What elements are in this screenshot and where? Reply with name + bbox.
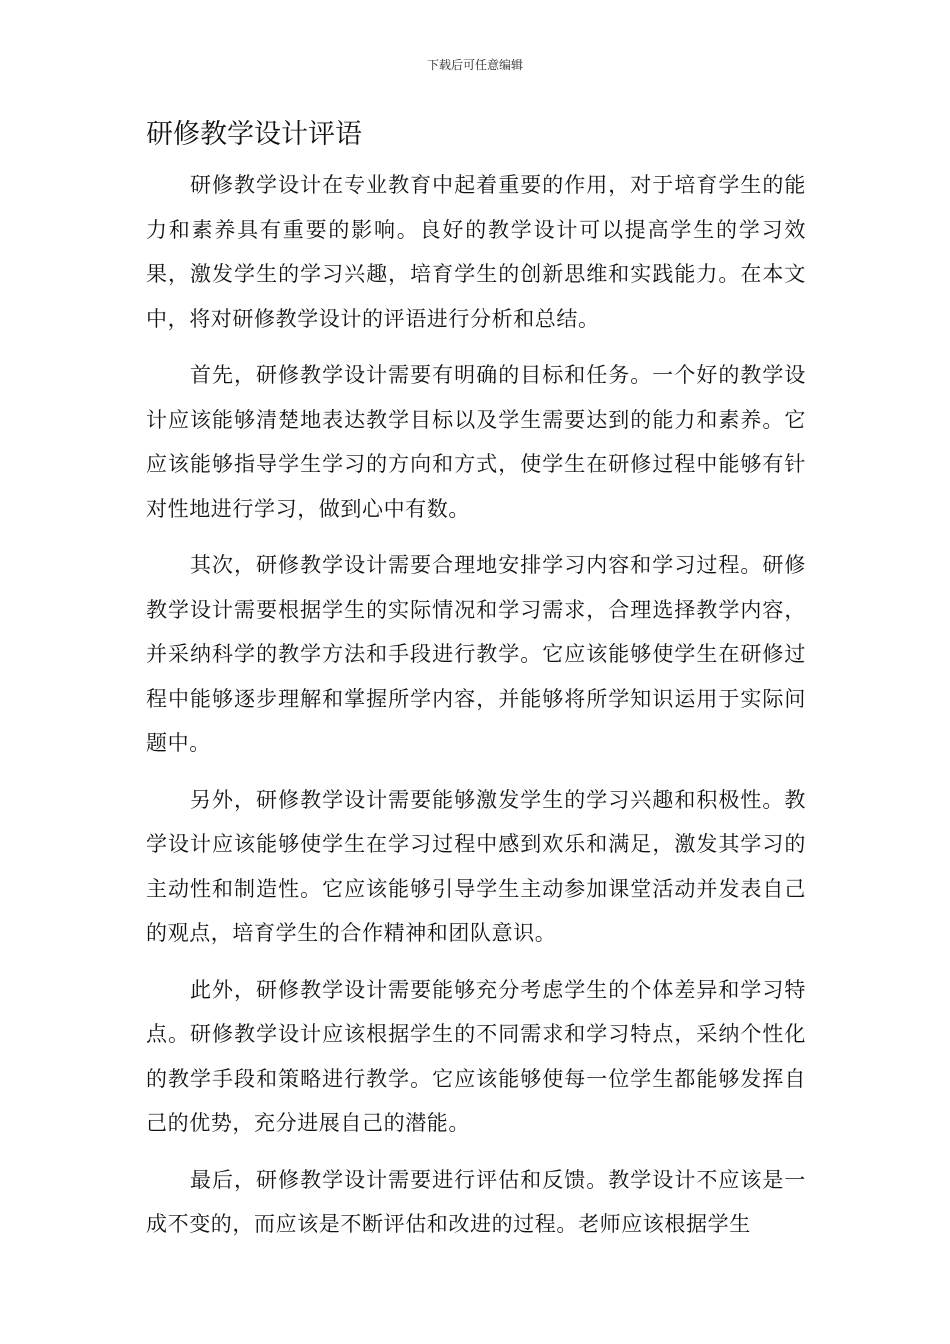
paragraph-second: 其次，研修教学设计需要合理地安排学习内容和学习过程。研修教学设计需要根据学生的实际情况和学习需求，合理选择教学内容，并采纳科学的教学方法和手段进行教学。它应该能够使学生在研修过程中能够逐步理解和掌握所学内容，并能够将所学知识运用于实际问题中。 (146, 553, 806, 755)
paragraph-additionally: 另外，研修教学设计需要能够激发学生的学习兴趣和积极性。教学设计应该能够使学生在学习过程中感到欢乐和满足，激发其学习的主动性和制造性。它应该能够引导学生主动参加课堂活动并发表自己的观点，培育学生的合作精神和团队意识。 (146, 787, 806, 945)
document-title: 研修教学设计评语 (146, 119, 362, 150)
paragraph-finally: 最后，研修教学设计需要进行评估和反馈。教学设计不应该是一成不变的，而应该是不断评估和改进的过程。老师应该根据学生 (146, 1167, 806, 1236)
paragraph-intro: 研修教学设计在专业教育中起着重要的作用，对于培育学生的能力和素养具有重要的影响。良好的教学设计可以提高学生的学习效果，激发学生的学习兴趣，培育学生的创新思维和实践能力。在本文中，将对研修教学设计的评语进行分析和总结。 (146, 173, 806, 331)
paragraph-first: 首先，研修教学设计需要有明确的目标和任务。一个好的教学设计应该能够清楚地表达教学目标以及学生需要达到的能力和素养。它应该能够指导学生学习的方向和方式，使学生在研修过程中能够有针对性地进行学习，做到心中有数。 (146, 363, 806, 521)
paragraph-moreover: 此外，研修教学设计需要能够充分考虑学生的个体差异和学习特点。研修教学设计应该根据学生的不同需求和学习特点，采纳个性化的教学手段和策略进行教学。它应该能够使每一位学生都能够发挥自己的优势，充分进展自己的潜能。 (146, 977, 806, 1135)
document-body (146, 163, 806, 1259)
header-note: 下载后可任意编辑 (426, 58, 523, 72)
